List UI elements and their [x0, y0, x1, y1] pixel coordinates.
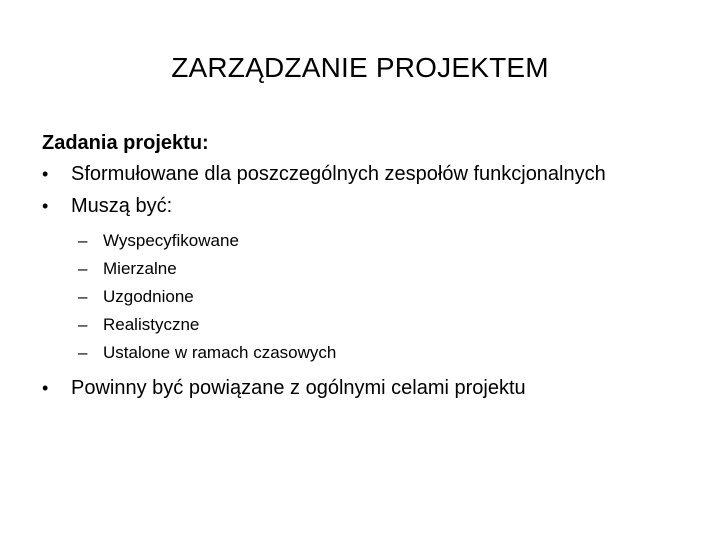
dash-icon: –	[78, 231, 88, 250]
sub-item-text: Realistyczne	[103, 315, 200, 334]
sub-item-text: Ustalone w ramach czasowych	[103, 343, 337, 362]
sub-list-item	[78, 342, 682, 364]
section-heading: Zadania projektu:	[42, 132, 209, 154]
bullet-item	[42, 160, 682, 188]
bullet-item	[42, 374, 682, 402]
sub-list-item	[78, 258, 682, 280]
bullet-icon: •	[42, 164, 49, 184]
bullet-text: Powinny być powiązane z ogólnymi celami projektu	[71, 377, 526, 399]
bullet-item	[42, 192, 682, 220]
dash-icon: –	[78, 259, 88, 278]
slide-title: ZARZĄDZANIE PROJEKTEM	[171, 52, 549, 83]
dash-icon: –	[78, 315, 88, 334]
sub-list-item	[78, 314, 682, 336]
sub-item-text: Wyspecyfikowane	[103, 231, 239, 250]
sub-list	[78, 230, 682, 364]
sub-item-text: Uzgodnione	[103, 287, 194, 306]
sub-item-text: Mierzalne	[103, 259, 177, 278]
bullet-text: Sformułowane dla poszczególnych zespołów funkcjonalnych	[71, 163, 606, 185]
sub-list-item	[78, 286, 682, 308]
bullet-text: Muszą być:	[71, 195, 173, 217]
dash-icon: –	[78, 343, 88, 362]
dash-icon: –	[78, 287, 88, 306]
bullet-icon: •	[42, 378, 49, 398]
sub-list-item	[78, 230, 682, 252]
bullet-icon: •	[42, 196, 49, 216]
slide-content	[42, 130, 682, 406]
